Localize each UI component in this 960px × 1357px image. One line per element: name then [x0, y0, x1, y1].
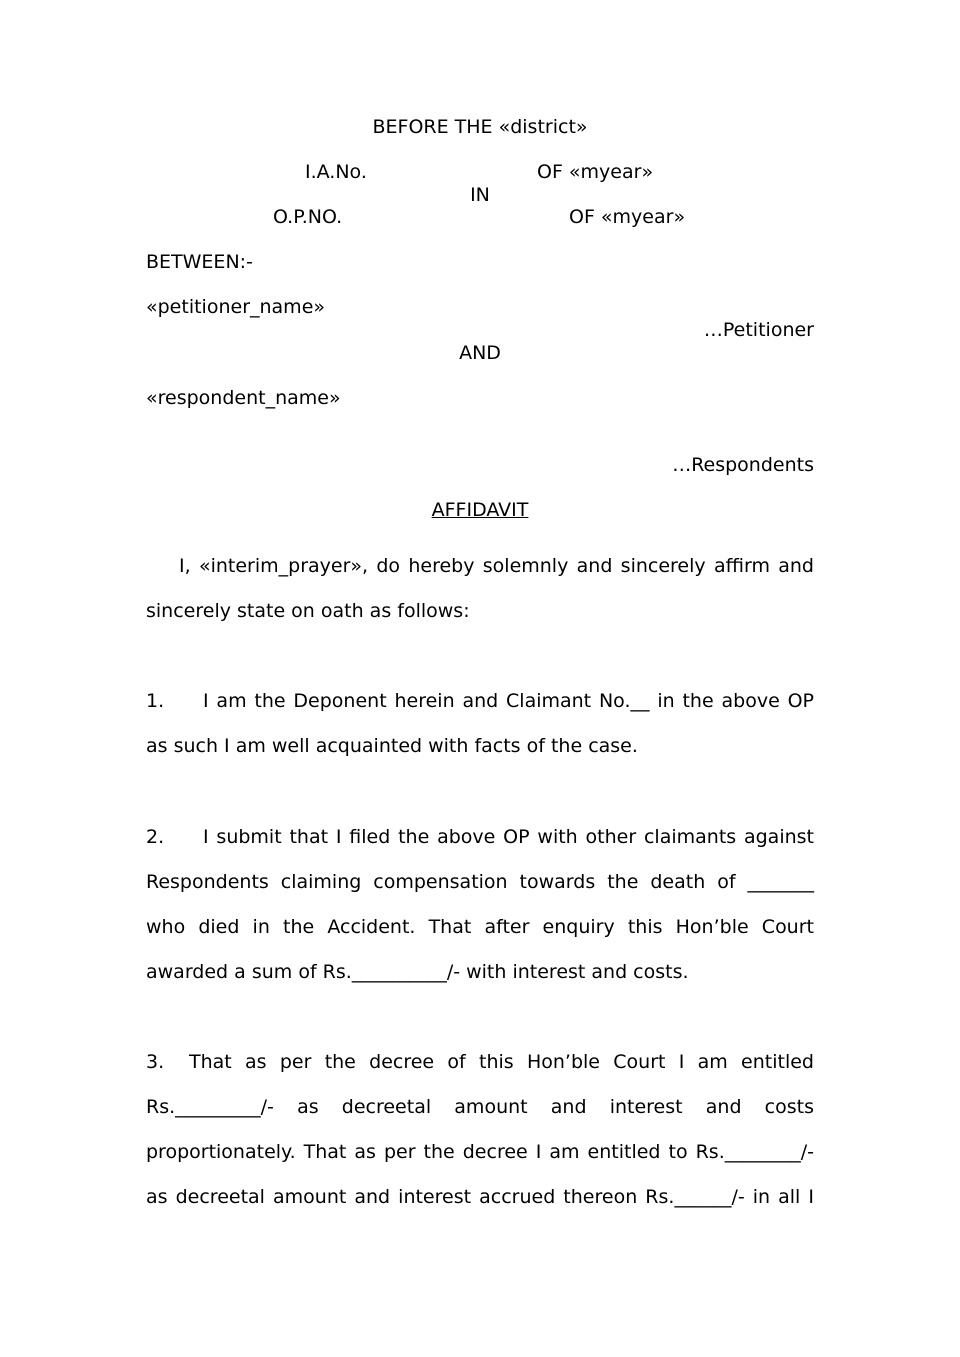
between-label: BETWEEN:- — [146, 251, 253, 273]
respondent-label: …Respondents — [672, 454, 814, 476]
paragraph-1 — [146, 679, 814, 769]
paragraph-2 — [146, 815, 814, 995]
and-connector: AND — [459, 342, 501, 364]
in-connector: IN — [470, 184, 490, 206]
ia-year: OF «myear» — [537, 161, 654, 183]
op-year: OF «myear» — [569, 206, 686, 228]
petitioner-name: «petitioner_name» — [146, 296, 326, 318]
petitioner-label: …Petitioner — [703, 319, 814, 341]
paragraph-number: 2. — [146, 826, 165, 848]
paragraph-number: 3. — [146, 1051, 165, 1073]
paragraph-number: 1. — [146, 690, 165, 712]
paragraph-3 — [146, 1040, 814, 1220]
ia-number-label: I.A.No. — [305, 161, 367, 183]
court-heading: BEFORE THE «district» — [372, 116, 588, 138]
intro-paragraph: I, «interim_prayer», do hereby solemnly and sincerely affirm and sincerely state on oath as follows: — [146, 555, 814, 622]
paragraph-text: I submit that I filed the above OP with other claimants against Respondents claiming compensation towards the death of _______ who died in the Accident. That after enquiry this Hon’ble Court awarded a sum of Rs.__________/- with interest and costs. — [146, 826, 814, 983]
paragraph-text: I am the Deponent herein and Claimant No.__ in the above OP as such I am well acquainted with facts of the case. — [146, 690, 814, 757]
document-title: AFFIDAVIT — [431, 499, 529, 521]
op-number-label: O.P.NO. — [273, 206, 343, 228]
respondent-name: «respondent_name» — [146, 387, 341, 409]
paragraph-text: That as per the decree of this Hon’ble Court I am entitled Rs._________/- as decreetal amount and interest and costs proportionately. That as per the decree I am entitled to Rs.________/- as decreetal amount and interest accrued thereon Rs.______/- in all I — [146, 1051, 814, 1208]
